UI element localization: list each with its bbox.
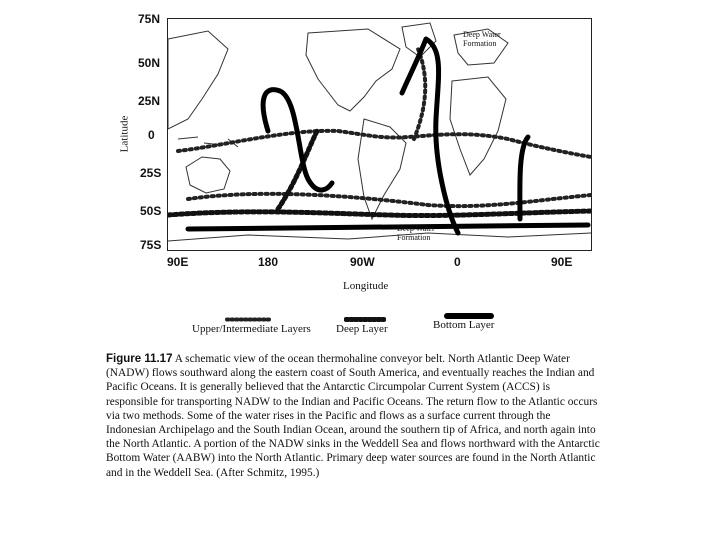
- bottom-layer-flow-south: [188, 225, 588, 229]
- annotation-south-line2: Formation: [397, 233, 431, 242]
- world-map: [168, 19, 591, 250]
- figure-label: Figure 11.17: [106, 353, 173, 365]
- y-tick-25s: 25S: [140, 166, 162, 180]
- legend-swatch-deep: [344, 309, 386, 314]
- x-tick-180: 180: [258, 255, 279, 269]
- figure-caption: [106, 352, 601, 480]
- australia-landmass: [186, 157, 230, 193]
- bottom-layer-flow-indian: [520, 137, 528, 219]
- y-tick-75n: 75N: [138, 12, 161, 26]
- y-axis-title: Latitude: [118, 115, 131, 153]
- y-tick-75s: 75S: [140, 238, 162, 252]
- north-america-landmass: [306, 29, 400, 111]
- legend-label-bottom: Bottom Layer: [433, 319, 495, 331]
- y-tick-50n: 50N: [138, 56, 161, 70]
- x-tick-90e-left: 90E: [167, 255, 189, 269]
- legend-swatch-bottom: [444, 307, 494, 315]
- world-map-frame: [167, 18, 592, 251]
- figure-caption-text: A schematic view of the ocean thermohaline conveyor belt. North Atlantic Deep Water (NADW) flows southward along the eastern coast of South America, and eventually reaches the Indian and Pacific Oceans. It is generally believed that the Antarctic Circumpolar Current System (ACCS) is responsible for transporting NADW to the Indian and Pacific Oceans. The return flow to the Atlantic occurs via two methods. Some of the water rises in the Pacific and flows as a surface current through the Indonesian Archipelago and the South Indian Ocean, around the southern tip of Africa, and north again into the North Atlantic. A portion of the NADW sinks in the Weddell Sea and flows northward with the Antarctic Bottom Water (AABW) into the North Atlantic. Primary deep water sources are found in the North Atlantic and in the Weddell Sea. (After Schmitz, 1995.): [106, 353, 600, 479]
- asia-landmass: [168, 31, 228, 129]
- legend-label-deep: Deep Layer: [336, 323, 388, 335]
- annotation-north-line2: Formation: [463, 39, 497, 48]
- x-tick-0: 0: [454, 255, 461, 269]
- x-axis-title: Longitude: [343, 280, 389, 292]
- deep-layer-flow: [168, 211, 591, 216]
- deep-water-formation-north-label: [463, 30, 501, 48]
- y-tick-25n: 25N: [138, 94, 161, 108]
- upper-layer-flow-south: [188, 194, 591, 206]
- annotation-south-line1: Deep Water: [397, 224, 435, 233]
- annotation-north-line1: Deep Water: [463, 30, 501, 39]
- antarctica-landmass: [168, 233, 591, 241]
- legend-swatch-upper: [225, 309, 273, 314]
- deep-water-formation-south-label: [397, 224, 435, 242]
- y-tick-50s: 50S: [140, 204, 162, 218]
- x-tick-90e-right: 90E: [551, 255, 573, 269]
- y-tick-0: 0: [148, 128, 155, 142]
- x-tick-90w: 90W: [350, 255, 375, 269]
- legend-label-upper: Upper/Intermediate Layers: [192, 323, 311, 335]
- africa-landmass: [450, 77, 506, 175]
